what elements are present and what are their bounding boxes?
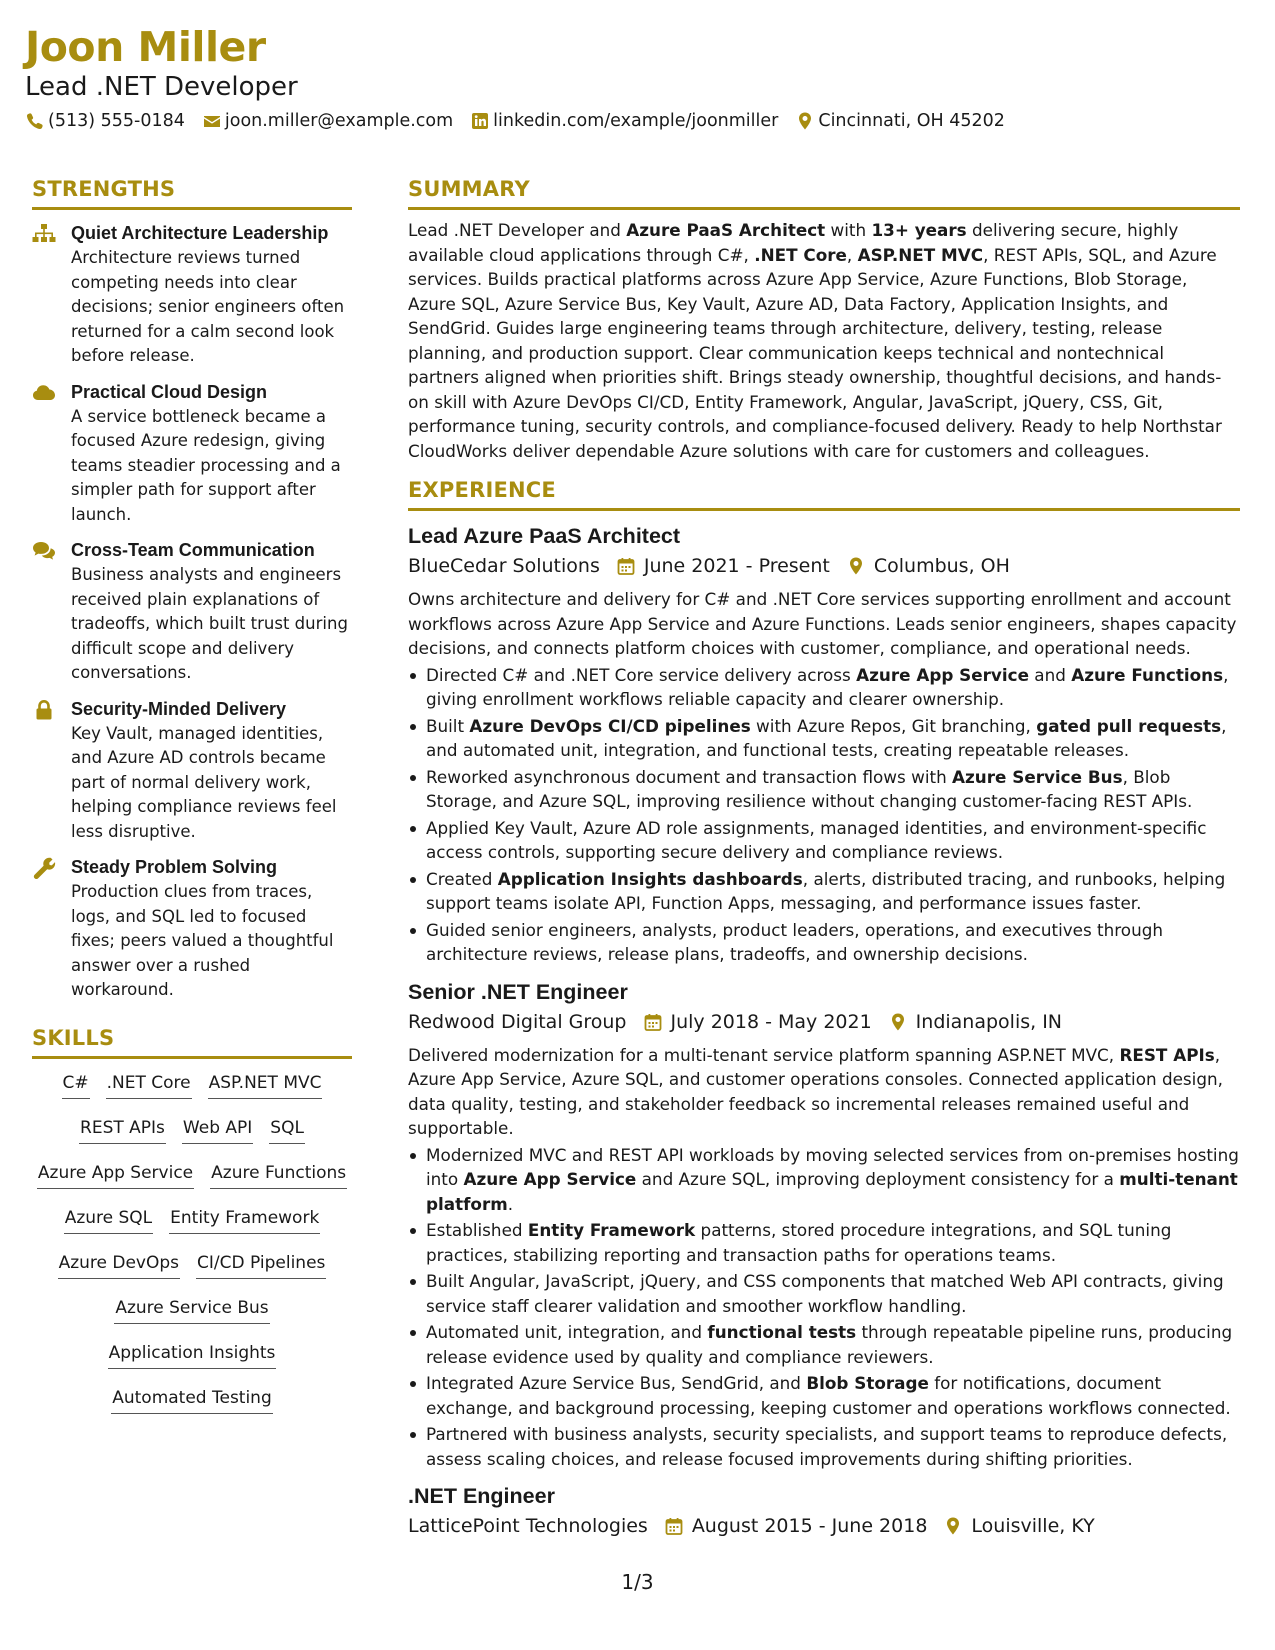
skill-tag: Azure SQL (64, 1206, 153, 1234)
skill-tag: Application Insights (108, 1341, 277, 1369)
skill-row (32, 1251, 352, 1279)
emphasis-text: gated pull requests (1036, 715, 1222, 736)
strength-text: Key Vault, managed identities, and Azure AD controls became part of normal delivery work, helping compliance reviews feel less disruptive. (71, 723, 337, 841)
job-dates: June 2021 - Present (643, 555, 830, 577)
skill-tag: Entity Framework (169, 1206, 320, 1234)
summary-heading: SUMMARY (408, 176, 1240, 210)
job-meta (408, 1511, 1240, 1541)
phone-icon (25, 111, 45, 131)
cloud-icon (32, 382, 56, 404)
envelope-icon (202, 111, 222, 131)
job-entry (408, 1481, 1240, 1541)
strength-title: Cross-Team Communication (71, 540, 315, 560)
calendar-icon (616, 556, 636, 576)
emphasis-text: Azure Functions (1071, 664, 1224, 685)
skill-tag: .NET Core (106, 1071, 192, 1099)
emphasis-text: Azure App Service (856, 664, 1029, 685)
job-bullet: Integrated Azure Service Bus, SendGrid, and Blob Storage for notifications, document exchange, and background processing, keeping customer and operations workflows connected. (408, 1371, 1240, 1420)
skill-tag: Automated Testing (111, 1386, 273, 1414)
job-bullet: Modernized MVC and REST API workloads by moving selected services from on-premises hosting into Azure App Service and Azure SQL, improving deployment consistency for a multi-tenant platform. (408, 1143, 1240, 1217)
page-number: 1/3 (621, 1570, 654, 1594)
job-bullet: Reworked asynchronous document and transaction flows with Azure Service Bus, Blob Storage, and Azure SQL, improving resilience without changing customer-facing REST APIs. (408, 765, 1240, 814)
strength-text: Production clues from traces, logs, and SQL led to focused fixes; peers valued a thoughtful answer over a rushed workaround. (71, 882, 334, 999)
emphasis-text: ASP.NET MVC (857, 244, 984, 265)
contact-email[interactable] (202, 111, 453, 131)
map-pin-icon (846, 556, 866, 576)
job-description: Delivered modernization for a multi-tenant service platform spanning ASP.NET MVC, REST APIs, Azure App Service, Azure SQL, and customer operations consoles. Connected application design, data quality, testing, and stakeholder feedback so incremental releases remained useful and supportable. (408, 1044, 1223, 1138)
strength-text: Architecture reviews turned competing needs into clear decisions; senior engineers often returned for a calm second look before release. (71, 248, 345, 365)
job-entry (408, 521, 1240, 967)
contact-bar (25, 111, 1255, 131)
map-pin-icon (888, 1012, 908, 1032)
skill-row (32, 1341, 352, 1369)
lock-icon (32, 699, 56, 721)
skill-row (32, 1296, 352, 1324)
phone-text: (513) 555-0184 (48, 111, 185, 131)
job-location: Louisville, KY (971, 1515, 1095, 1537)
emphasis-text: .NET Core (754, 244, 847, 265)
skill-tag: ASP.NET MVC (208, 1071, 323, 1099)
linkedin-icon (470, 111, 490, 131)
candidate-role: Lead .NET Developer (25, 72, 298, 102)
job-title: Lead Azure PaaS Architect (408, 524, 681, 548)
left-column (32, 176, 352, 1431)
contact-phone[interactable] (25, 111, 185, 131)
skill-tag: Azure DevOps (58, 1251, 180, 1279)
job-title: .NET Engineer (408, 1484, 555, 1508)
strength-item (32, 855, 352, 1003)
emphasis-text: Application Insights dashboards (497, 868, 803, 889)
job-meta (408, 1007, 1240, 1037)
job-company: Redwood Digital Group (408, 1010, 627, 1033)
job-bullet: Established Entity Framework patterns, stored procedure integrations, and SQL tuning practices, stabilizing reporting and transaction paths for operations teams. (408, 1218, 1240, 1267)
job-bullet: Partnered with business analysts, security specialists, and support teams to reproduce defects, assess scaling choices, and release focused improvements during shifting priorities. (408, 1422, 1240, 1471)
strength-text: A service bottleneck became a focused Azure redesign, giving teams steadier processing and a simpler path for support after launch. (71, 406, 341, 524)
job-entry (408, 977, 1240, 1472)
job-bullet: Applied Key Vault, Azure AD role assignments, managed identities, and environment-specific access controls, supporting secure delivery and compliance reviews. (408, 816, 1240, 865)
skill-tag: CI/CD Pipelines (196, 1251, 326, 1279)
emphasis-text: 13+ years (871, 220, 967, 240)
skill-tag: Web API (182, 1116, 253, 1144)
map-pin-icon (795, 111, 815, 131)
emphasis-text: Entity Framework (527, 1220, 696, 1240)
skills-list (32, 1071, 352, 1414)
strength-title: Quiet Architecture Leadership (71, 223, 329, 243)
skill-row (32, 1116, 352, 1144)
skill-tag: Azure Functions (210, 1161, 347, 1189)
job-bullet: Directed C# and .NET Core service delivery across Azure App Service and Azure Functions, giving enrollment workflows reliable capacity and clearer ownership. (408, 663, 1240, 712)
job-bullets (408, 1143, 1240, 1472)
job-dates: July 2018 - May 2021 (670, 1010, 872, 1033)
emphasis-text: REST APIs (1119, 1044, 1215, 1065)
emphasis-text: Azure App Service (463, 1169, 637, 1189)
skill-row (32, 1071, 352, 1099)
emphasis-text: Azure Service Bus (952, 766, 1123, 787)
contact-location (795, 111, 1005, 131)
map-pin-icon (943, 1516, 963, 1536)
strength-text: Business analysts and engineers received plain explanations of tradeoffs, which built trust during difficult scope and delivery conversations. (71, 565, 348, 682)
wrench-icon (32, 857, 56, 879)
emphasis-text: Azure PaaS Architect (626, 220, 826, 240)
job-location: Indianapolis, IN (915, 1010, 1063, 1033)
job-location: Columbus, OH (873, 555, 1010, 577)
skill-row (32, 1161, 352, 1189)
job-bullet: Automated unit, integration, and functional tests through repeatable pipeline runs, producing release evidence used by quality and compliance reviewers. (408, 1320, 1240, 1369)
emphasis-text: functional tests (707, 1322, 857, 1342)
strength-item (32, 380, 352, 528)
strength-item (32, 538, 352, 686)
skills-heading: SKILLS (32, 1025, 352, 1059)
calendar-icon (643, 1012, 663, 1032)
strengths-heading: STRENGTHS (32, 176, 352, 210)
sitemap-icon (32, 223, 56, 245)
skill-tag: C# (62, 1071, 90, 1099)
job-title: Senior .NET Engineer (408, 979, 628, 1004)
job-meta (408, 551, 1240, 581)
strength-item (32, 697, 352, 845)
skill-tag: Azure Service Bus (114, 1296, 269, 1324)
strength-item (32, 221, 352, 369)
skill-row (32, 1386, 352, 1414)
comments-icon (32, 540, 56, 562)
emphasis-text: Azure DevOps CI/CD pipelines (469, 715, 751, 736)
job-bullet: Guided senior engineers, analysts, product leaders, operations, and executives through architecture reviews, release plans, tradeoffs, and ownership decisions. (408, 918, 1240, 967)
experience-heading: EXPERIENCE (408, 477, 1240, 511)
job-description: Owns architecture and delivery for C# and .NET Core services supporting enrollment and account workflows across Azure App Service and Azure Functions. Leads senior engineers, shapes capacity decisions, and connects platform choices with customer, compliance, and operational needs. (408, 589, 1237, 658)
right-column (408, 176, 1240, 1547)
linkedin-text: linkedin.com/example/joonmiller (493, 111, 779, 131)
strength-title: Security-Minded Delivery (71, 698, 287, 719)
email-text: joon.miller@example.com (224, 111, 454, 131)
job-bullet: Built Angular, JavaScript, jQuery, and CSS components that matched Web API contracts, giving service staff clearer validation and smoother workflow handling. (408, 1269, 1240, 1318)
job-dates: August 2015 - June 2018 (691, 1515, 928, 1537)
location-text: Cincinnati, OH 45202 (818, 111, 1005, 131)
job-bullet: Created Application Insights dashboards, alerts, distributed tracing, and runbooks, helping support teams isolate API, Function Apps, messaging, and performance issues faster. (408, 867, 1240, 916)
skill-row (32, 1206, 352, 1234)
contact-linkedin[interactable] (470, 111, 778, 131)
job-company: LatticePoint Technologies (408, 1515, 648, 1537)
calendar-icon (664, 1516, 684, 1536)
strength-title: Steady Problem Solving (71, 857, 278, 877)
candidate-name: Joon Miller (25, 23, 266, 71)
strength-title: Practical Cloud Design (71, 381, 268, 402)
emphasis-text: multi-tenant platform (426, 1169, 1238, 1214)
job-company: BlueCedar Solutions (408, 555, 600, 577)
skill-tag: SQL (269, 1116, 305, 1144)
skill-tag: Azure App Service (37, 1161, 194, 1189)
skill-tag: REST APIs (79, 1116, 166, 1144)
job-bullets (408, 663, 1240, 967)
summary-text: Lead .NET Developer and Azure PaaS Architect with 13+ years delivering secure, highly available cloud applications through C#, .NET Core, ASP.NET MVC, REST APIs, SQL, and Azure services. Builds practical platforms across Azure App Service, Azure Functions, Blob Storage, Azure SQL, Azure Service Bus, Key Vault, Azure AD, Data Factory, Application Insights, and SendGrid. Guides large engineering teams through architecture, delivery, testing, release planning, and production support. Clear communication keeps technical and nontechnical partners aligned when priorities shift. Brings steady ownership, thoughtful decisions, and hands-on skill with Azure DevOps CI/CD, Entity Framework, Angular, JavaScript, jQuery, CSS, Git, performance tuning, security controls, and compliance-focused delivery. Ready to help Northstar CloudWorks deliver dependable Azure solutions with care for customers and colleagues. (408, 220, 1222, 461)
job-bullet: Built Azure DevOps CI/CD pipelines with Azure Repos, Git branching, gated pull requests, and automated unit, integration, and functional tests, creating repeatable releases. (408, 714, 1240, 763)
emphasis-text: Blob Storage (806, 1373, 929, 1393)
resume-header (25, 22, 1255, 131)
